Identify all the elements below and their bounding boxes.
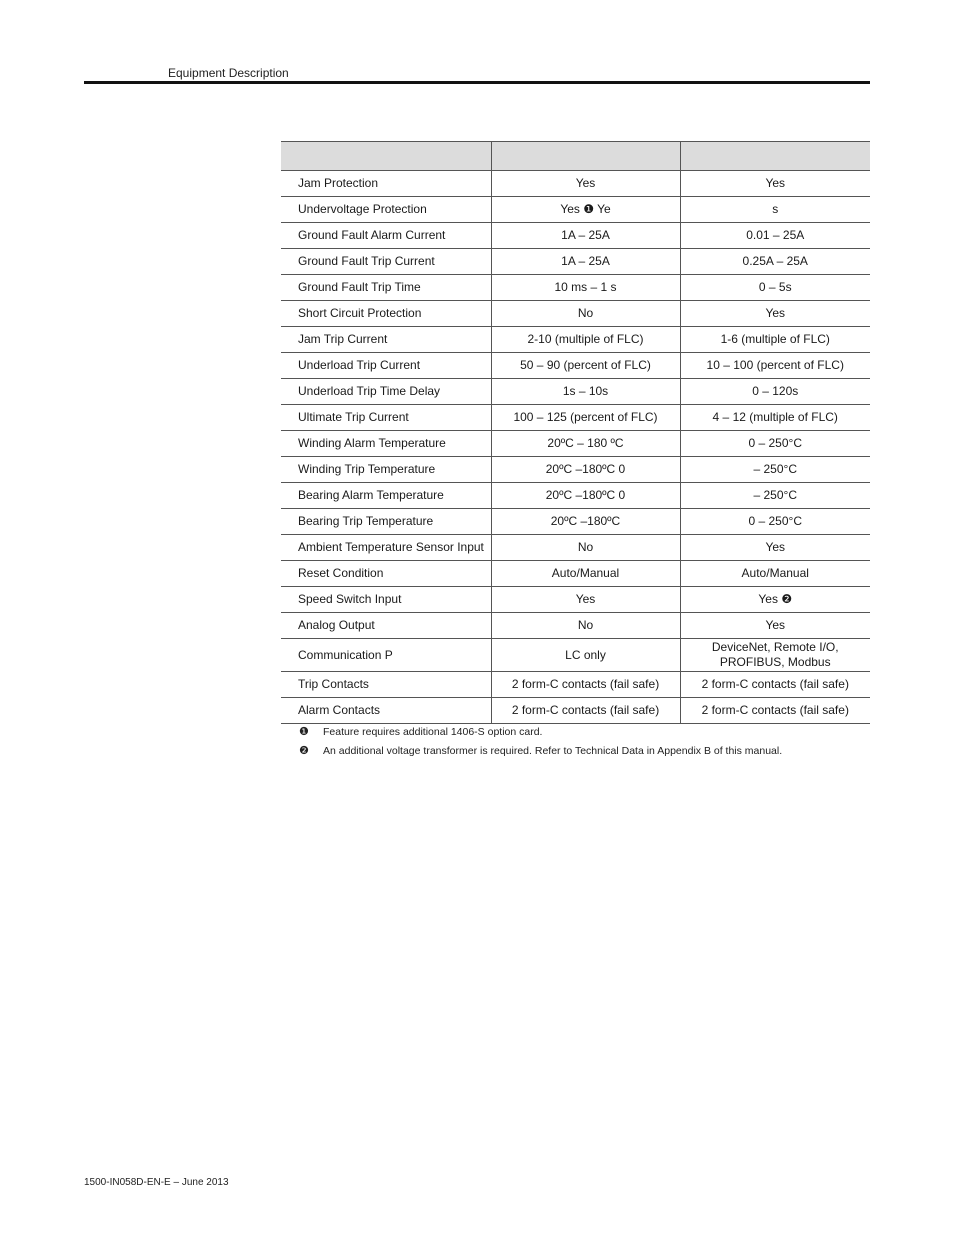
value-cell: 1A – 25A xyxy=(491,249,680,275)
value-cell: 2 form-C contacts (fail safe) xyxy=(491,672,680,698)
table-body xyxy=(281,171,870,724)
value-cell: 100 – 125 (percent of FLC) xyxy=(491,405,680,431)
footnote xyxy=(299,741,782,760)
feature-cell: Analog Output xyxy=(281,613,491,639)
feature-cell: Alarm Contacts xyxy=(281,698,491,724)
table-row xyxy=(281,431,870,457)
value-cell: Yes xyxy=(680,613,870,639)
table-row xyxy=(281,561,870,587)
value-cell: 2-10 (multiple of FLC) xyxy=(491,327,680,353)
feature-cell: Winding Alarm Temperature xyxy=(281,431,491,457)
value-cell: 1s – 10s xyxy=(491,379,680,405)
value-cell: No xyxy=(491,613,680,639)
table-row xyxy=(281,379,870,405)
table-header-row xyxy=(281,142,870,171)
value-cell: 0.25A – 25A xyxy=(680,249,870,275)
value-cell: 1-6 (multiple of FLC) xyxy=(680,327,870,353)
footnote xyxy=(299,722,782,741)
feature-cell: Jam Trip Current xyxy=(281,327,491,353)
value-cell: 4 – 12 (multiple of FLC) xyxy=(680,405,870,431)
value-cell: – 250°C xyxy=(680,483,870,509)
table-row xyxy=(281,301,870,327)
document-id: 1500-IN058D-EN-E – June 2013 xyxy=(84,1177,229,1188)
feature-cell: Bearing Alarm Temperature xyxy=(281,483,491,509)
feature-cell: Winding Trip Temperature xyxy=(281,457,491,483)
value-cell: 20ºC –180ºC xyxy=(491,509,680,535)
table-row xyxy=(281,672,870,698)
table-row xyxy=(281,405,870,431)
value-cell: Yes ❷ xyxy=(680,587,870,613)
value-cell: Yes xyxy=(491,587,680,613)
footnote-marker: ❷ xyxy=(299,745,309,757)
table-row xyxy=(281,587,870,613)
value-cell: 0 – 5s xyxy=(680,275,870,301)
table-row xyxy=(281,509,870,535)
feature-cell: Reset Condition xyxy=(281,561,491,587)
value-cell: DeviceNet, Remote I/O, PROFIBUS, Modbus xyxy=(680,639,870,672)
table-row xyxy=(281,223,870,249)
table-row xyxy=(281,613,870,639)
feature-cell: Ultimate Trip Current xyxy=(281,405,491,431)
value-cell: Auto/Manual xyxy=(680,561,870,587)
footnotes xyxy=(299,722,782,760)
feature-cell: Ground Fault Alarm Current xyxy=(281,223,491,249)
value-cell: 20ºC – 180 ºC xyxy=(491,431,680,457)
value-cell: 20ºC –180ºC 0 xyxy=(491,483,680,509)
column-header xyxy=(680,142,870,171)
value-cell: 0 – 120s xyxy=(680,379,870,405)
feature-cell: Jam Protection xyxy=(281,171,491,197)
value-cell: Yes xyxy=(680,301,870,327)
column-header xyxy=(491,142,680,171)
footnote-text: An additional voltage transformer is required. Refer to Technical Data in Appendix B of this manual. xyxy=(323,744,783,757)
feature-cell: Speed Switch Input xyxy=(281,587,491,613)
value-cell: Auto/Manual xyxy=(491,561,680,587)
table-row xyxy=(281,483,870,509)
value-cell: 2 form-C contacts (fail safe) xyxy=(680,672,870,698)
feature-cell: Communication P xyxy=(281,639,491,672)
value-cell: 0.01 – 25A xyxy=(680,223,870,249)
value-cell: 0 – 250°C xyxy=(680,509,870,535)
value-cell: 50 – 90 (percent of FLC) xyxy=(491,353,680,379)
value-cell: Yes xyxy=(680,171,870,197)
table-row xyxy=(281,275,870,301)
feature-cell: Bearing Trip Temperature xyxy=(281,509,491,535)
feature-cell: Underload Trip Current xyxy=(281,353,491,379)
feature-cell: Short Circuit Protection xyxy=(281,301,491,327)
header-rule xyxy=(84,81,870,84)
section-title: Equipment Description xyxy=(168,66,289,80)
value-cell: 20ºC –180ºC 0 xyxy=(491,457,680,483)
specification-table xyxy=(281,141,870,724)
value-cell: s xyxy=(680,197,870,223)
value-cell: 2 form-C contacts (fail safe) xyxy=(491,698,680,724)
table-row xyxy=(281,698,870,724)
value-cell: LC only xyxy=(491,639,680,672)
feature-cell: Undervoltage Protection xyxy=(281,197,491,223)
value-cell: 10 ms – 1 s xyxy=(491,275,680,301)
value-cell: Yes xyxy=(491,171,680,197)
feature-cell: Ground Fault Trip Time xyxy=(281,275,491,301)
table-row xyxy=(281,197,870,223)
feature-cell: Underload Trip Time Delay xyxy=(281,379,491,405)
value-cell: 0 – 250°C xyxy=(680,431,870,457)
feature-cell: Ambient Temperature Sensor Input xyxy=(281,535,491,561)
table-row xyxy=(281,639,870,672)
table-row xyxy=(281,249,870,275)
value-cell: Yes xyxy=(680,535,870,561)
value-cell: No xyxy=(491,535,680,561)
value-cell: 2 form-C contacts (fail safe) xyxy=(680,698,870,724)
value-cell: 1A – 25A xyxy=(491,223,680,249)
table-row xyxy=(281,535,870,561)
table-row xyxy=(281,457,870,483)
feature-cell: Trip Contacts xyxy=(281,672,491,698)
feature-cell: Ground Fault Trip Current xyxy=(281,249,491,275)
footnote-marker: ❶ xyxy=(299,726,309,738)
table-row xyxy=(281,353,870,379)
value-cell: 10 – 100 (percent of FLC) xyxy=(680,353,870,379)
table-row xyxy=(281,327,870,353)
value-cell: – 250°C xyxy=(680,457,870,483)
footnote-text: Feature requires additional 1406-S option card. xyxy=(323,725,543,738)
column-header xyxy=(281,142,491,171)
value-cell: Yes ❶ Ye xyxy=(491,197,680,223)
value-cell: No xyxy=(491,301,680,327)
table-row xyxy=(281,171,870,197)
